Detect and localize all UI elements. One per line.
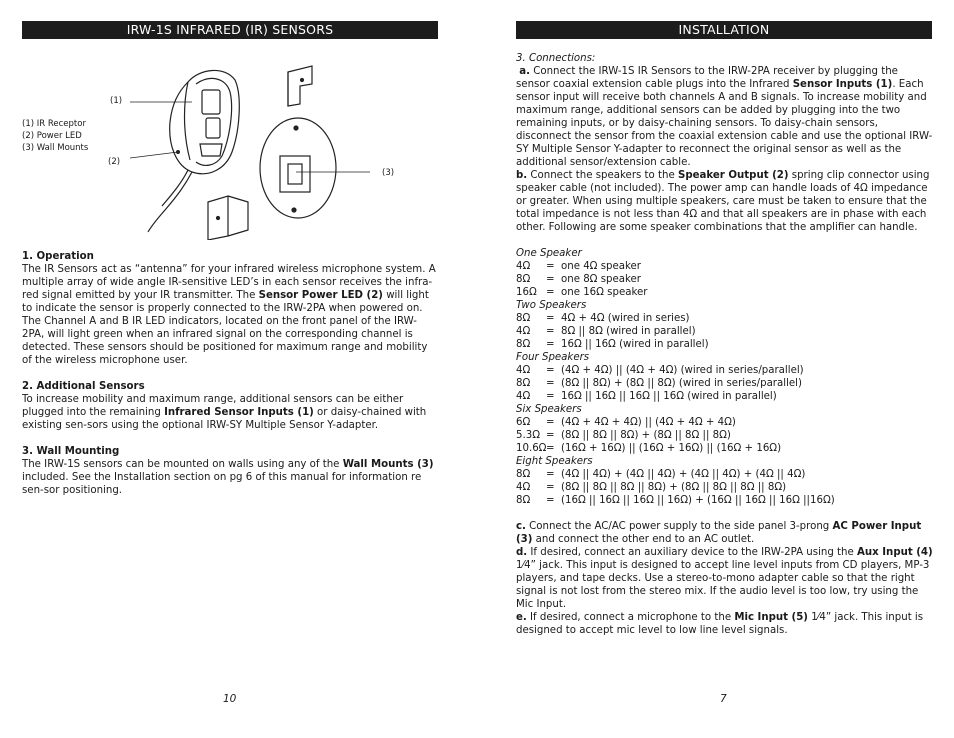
wall-mount-bracket [288, 66, 312, 106]
combo-row: 6Ω = (4Ω + 4Ω + 4Ω) || (4Ω + 4Ω + 4Ω) [516, 417, 736, 428]
connections-heading: 3. Connections: [516, 53, 596, 64]
additional-sensors-heading: 2. Additional Sensors [22, 381, 145, 392]
combo-row: 4Ω = (4Ω + 4Ω) || (4Ω + 4Ω) (wired in series/parallel) [516, 365, 804, 376]
right-body [516, 52, 934, 637]
operation-paragraph: The IR Sensors act as “antenna” for your infrared wireless microphone system. A multiple array of wide angle IR-sensitive LED’s in each sensor receives the infra-red signal emitted by your IR transmitter. The Sensor Power LED (2) will light to indicate the sensor is properly connected to the IRW-2PA when powered on. The Channel A and B IR LED indicators, located on the front panel of the IRW-2PA, will light green when an infrared signal on the corresponding channel is detected. These sensors should be positioned for maximum range and mobility of the wireless microphone user. [22, 264, 436, 366]
combo-row: 8Ω = 4Ω + 4Ω (wired in series) [516, 313, 690, 324]
right-section-header: INSTALLATION [516, 21, 932, 39]
combo-row: 4Ω = 16Ω || 16Ω || 16Ω || 16Ω (wired in parallel) [516, 391, 777, 402]
legend-item: (2) Power LED [22, 131, 82, 141]
callout-two: (2) [108, 157, 121, 167]
step-e: e. If desired, connect a microphone to the Mic Input (5) 1⁄4” jack. This input is designed to accept mic level to low line level signals. [516, 612, 924, 636]
combo-row: 4Ω = (8Ω || 8Ω || 8Ω || 8Ω) + (8Ω || 8Ω || 8Ω || 8Ω) [516, 482, 787, 493]
ir-sensor-illustration [130, 60, 370, 240]
combo-row: 8Ω = 16Ω || 16Ω (wired in parallel) [516, 339, 709, 350]
combo-row: 4Ω = 8Ω || 8Ω (wired in parallel) [516, 326, 696, 337]
step-b: b. Connect the speakers to the Speaker Output (2) spring clip connector using speaker cable (not included). The power amp can handle loads of 4Ω impedance or greater. When using multiple speakers, care must be taken to ensure that the total impedance is not less than 4Ω and that all speakers are in phase with each other. Following are some speaker combinations that the amplifier can handle. [516, 170, 930, 233]
left-body [22, 250, 436, 497]
combo-row: 8Ω = (4Ω || 4Ω) + (4Ω || 4Ω) + (4Ω || 4Ω) + (4Ω || 4Ω) [516, 469, 806, 480]
combo-row: 16Ω =one 16Ω speaker [516, 287, 648, 298]
wall-mount-plate [260, 118, 336, 218]
combo-title: One Speaker [516, 248, 582, 259]
right-page-number: 7 [720, 693, 727, 705]
legend-item: (3) Wall Mounts [22, 143, 89, 153]
wall-mount-l-bracket [208, 196, 248, 240]
combo-row: 8Ω = (8Ω || 8Ω) + (8Ω || 8Ω) (wired in series/parallel) [516, 378, 802, 389]
step-c: c. Connect the AC/AC power supply to the side panel 3-prong AC Power Input (3) and connect the other end to an AC outlet. [516, 521, 922, 545]
ir-sensor-body [148, 70, 239, 232]
callout-one: (1) [110, 96, 123, 106]
wall-mounting-paragraph: The IRW-1S sensors can be mounted on walls using any of the Wall Mounts (3) included. See the Installation section on pg 6 of this manual for information re sen-sor positioning. [22, 459, 434, 496]
left-page-number: 10 [223, 693, 237, 705]
combo-row: 5.3Ω =(8Ω || 8Ω || 8Ω) + (8Ω || 8Ω || 8Ω) [516, 430, 731, 441]
combo-title: Eight Speakers [516, 456, 593, 467]
combo-row: 10.6Ω=(16Ω + 16Ω) || (16Ω + 16Ω) || (16Ω + 16Ω) [516, 443, 782, 454]
combo-row: 8Ω = one 8Ω speaker [516, 274, 641, 285]
step-a: a. Connect the IRW-1S IR Sensors to the IRW-2PA receiver by plugging the sensor coaxial extension cable plugs into the Infrared Sensor Inputs (1). Each sensor input will receive both channels A and B signals. To increase mobility and maximum range, additional sensors can be added by plugging into the two remaining inputs, or by daisy-chaining sensors. To daisy-chain sensors, disconnect the sensor from the coaxial extension cable and use the optional IRW-SY Multiple Sensor Y-adapter to reconnect the original sensor as well as the additional sensor/extension cable. [516, 66, 933, 168]
combo-title: Six Speakers [516, 404, 582, 415]
operation-heading: 1. Operation [22, 251, 94, 262]
additional-sensors-paragraph: To increase mobility and maximum range, additional sensors can be either plugged into the remaining Infrared Sensor Inputs (1) or daisy-chained with existing sen-sors using the optional IRW-SY Multiple Sensor Y-adapter. [22, 394, 427, 431]
callout-three: (3) [382, 168, 395, 178]
wall-mounting-heading: 3. Wall Mounting [22, 446, 120, 457]
combo-row: 8Ω = (16Ω || 16Ω || 16Ω || 16Ω) + (16Ω || 16Ω || 16Ω ||16Ω) [516, 495, 835, 506]
combo-title: Two Speakers [516, 300, 587, 311]
combo-title: Four Speakers [516, 352, 590, 363]
step-d: d. If desired, connect an auxiliary device to the IRW-2PA using the Aux Input (4) 1⁄4” jack. This input is designed to accept line level inputs from CD players, MP-3 players, and tape decks. Use a stereo-to-mono adapter cable so that the right signal is not lost from the stereo mix. If the audio level is too low, try using the Mic Input. [516, 547, 933, 610]
combo-row: 4Ω = one 4Ω speaker [516, 261, 641, 272]
left-section-header: IRW-1S INFRARED (IR) SENSORS [22, 21, 438, 39]
figure-legend [22, 118, 88, 154]
legend-item: (1) IR Receptor [22, 119, 86, 129]
